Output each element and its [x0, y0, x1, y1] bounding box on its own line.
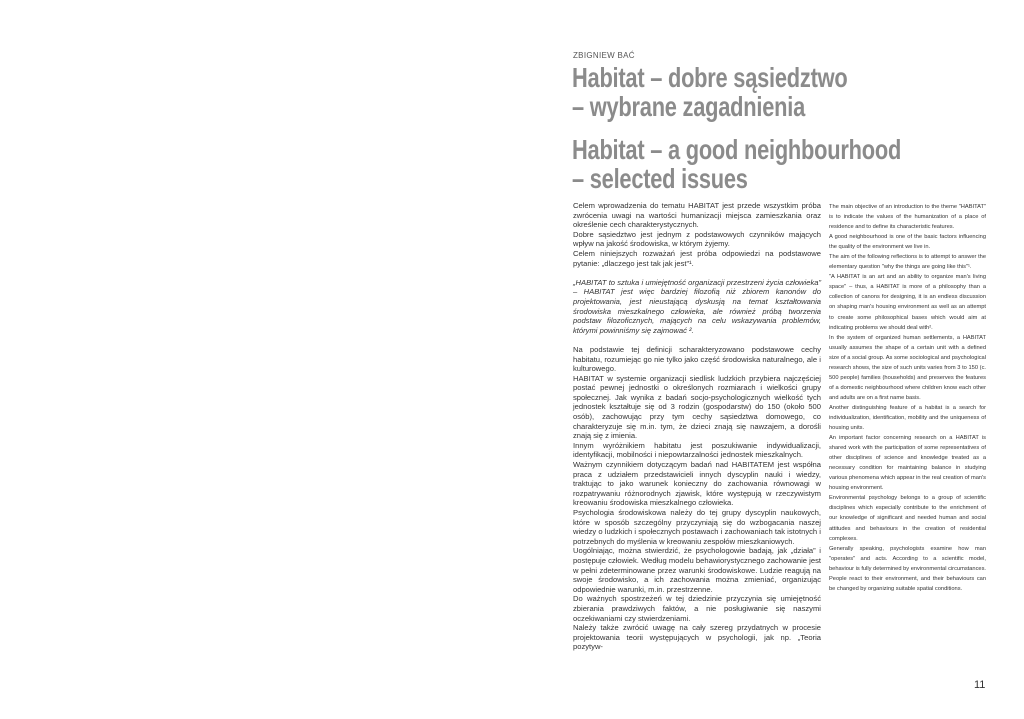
title-polish-line-2: – wybrane zagadnienia	[572, 91, 805, 122]
en-paragraph: Generally speaking, psychologists examine how man "operates" and acts. According to a scientific model, behaviour is fully determined by environmental circumstances. People react to their environment, and their behaviours can be changed by organizing suitable spatial conditions.	[829, 545, 986, 592]
pl-paragraph: Celem niniejszych rozważań jest próba odpowiedzi na podstawowe pytanie: „dlaczego jest tak jak jest”¹.	[573, 248, 821, 268]
pl-paragraph: Uogólniając, można stwierdzić, że psychologowie badają, jak „działa” i postępuje człowiek. Według modelu behawiorystycznego zachowanie jest w pełni zdeterminowane przez warunki środowiskowe. Ludzie reagują na swoje środowisko, a ich zachowania można zmieniać, organizując odpowiednie warunki, m.in. przestrzenne.	[573, 546, 821, 594]
pl-paragraph: Dobre sąsiedztwo jest jednym z podstawowych czynników mających wpływ na jakość środowiska, w którym żyjemy.	[573, 229, 821, 249]
en-paragraph: Another distinguishing feature of a habitat is a search for individualization, identification, mobility and the uniqueness of housing units.	[829, 404, 986, 432]
pl-paragraph: Na podstawie tej definicji scharakteryzowano podstawowe cechy habitatu, rozumiejąc go nie tylko jako część środowiska naturalnego, ale i kulturowego.	[573, 344, 821, 374]
en-paragraph: A good neighbourhood is one of the basic factors influencing the quality of the environment we live in.	[829, 234, 986, 251]
pl-paragraph: HABITAT w systemie organizacji siedlisk ludzkich przybiera najczęściej postać pewnej jednostki o określonych rozmiarach i wielkości grupy społecznej. Jak wynika z badań socjo-psychologicznych wielkość tych jednostek kształtuje się od 3 rodzin (gospodarstw) do 150 (około 500 osób), zachowując przy tym cechy sąsiedztwa domowego, co charakteryzuje się m.in. tym, że dzieci znają się nawzajem, a dorośli znają się z imienia.	[573, 373, 821, 441]
author-name: ZBIGNIEW BAĆ	[573, 51, 635, 60]
en-paragraph: An important factor concerning research on a HABITAT is shared work with the participation of some representatives of other disciplines of science and knowledge treated as a necessary condition for maintaining balance in studying various phenomena which appear in the real creation of man's housing environment.	[829, 435, 986, 492]
pl-paragraph: Psychologia środowiskowa należy do tej grupy dyscyplin naukowych, które w sposób szczególny przyczyniają się do wzbogacania naszej wiedzy o ludzkich i społecznych postawach i zachowaniach tak istotnych i potrzebnych do myślenia w kreowaniu zespołów mieszkaniowych.	[573, 508, 821, 546]
en-paragraph: Environmental psychology belongs to a group of scientific disciplines which especially contribute to the enrichment of our knowledge of significant and needed human and social attitudes and behaviours in the creation of residential complexes.	[829, 495, 986, 542]
title-english-line-2: – selected issues	[572, 163, 748, 194]
title-polish	[572, 62, 848, 122]
pl-paragraph: Do ważnych spostrzeżeń w tej dziedzinie przyczynia się umiejętność zbierania prawdziwych faktów, a nie posługiwanie się naszymi oczekiwaniami czy stwierdzeniami.	[573, 594, 821, 623]
polish-text-column	[573, 201, 821, 652]
pl-paragraph: Innym wyróżnikiem habitatu jest poszukiwanie indywidualizacji, identyfikacji, mobilności i niepowtarzalności jednostek mieszkalnych.	[573, 440, 821, 460]
pl-paragraph: Celem wprowadzenia do tematu HABITAT jest przede wszystkim próba zwrócenia uwagi na wartości humanizacji miejsca zamieszkania oraz określenie cech charakterystycznych.	[573, 201, 821, 230]
title-english	[572, 134, 902, 194]
pl-paragraph: Należy także zwrócić uwagę na cały szereg przydatnych w procesie projektowania teorii występujących w psychologii, jak np. „Teoria pozytyw-	[573, 623, 821, 652]
en-paragraph: The main objective of an introduction to the theme "HABITAT" is to indicate the values of the humanization of a place of residence and to define its characteristic features.	[829, 204, 986, 231]
title-polish-line-1: Habitat – dobre sąsiedztwo	[572, 62, 848, 93]
page-number: 11	[974, 679, 986, 691]
en-paragraph: "A HABITAT is an art and an ability to organize man's living space" – thus, a HABITAT is more of a philosophy than a collection of canons for designing, it is an endless discussion on shaping man's housing environment as well as an attempt to create some philosophical bases which would aim at indicating problems we should deal with².	[829, 274, 986, 331]
en-paragraph: In the system of organized human settlements, a HABITAT usually assumes the shape of a certain unit with a defined size of a social group. As some sociological and psychological research shows, the size of such units varies from 3 to 150 (c. 500 people) families (households) and preserves the features of a domestic neighbourhood where children know each other and adults are on a first name basis.	[829, 334, 986, 401]
english-text-column	[829, 202, 986, 594]
title-english-line-1: Habitat – a good neighbourhood	[572, 134, 902, 165]
en-paragraph: The aim of the following reflections is to attempt to answer the elementary question "why the things are going like this"¹.	[829, 254, 986, 271]
pl-paragraph: Ważnym czynnikiem dotyczącym badań nad HABITATEM jest współna praca z udziałem przedstawicieli innych dyscyplin nauki i wiedzy, traktując to jako warunek konieczny do zachowania równowagi w rozpatrywaniu różnorodnych zjawisk, które występują w rzeczywistym kreowaniu środowiska mieszkalnego człowieka.	[573, 460, 821, 508]
pl-quote-paragraph: „HABITAT to sztuka i umiejętność organizacji przestrzeni życia człowieka” – HABITAT jest więc bardziej filozofią niż zbiorem kanonów do projektowania, jest nieustającą dyskusją na temat kształtowania środowiska mieszkalnego człowieka, ale również próbą tworzenia podstaw filozoficznych, mających na celu wskazywania problemów, którymi powinniśmy się zajmować ².	[573, 277, 821, 335]
